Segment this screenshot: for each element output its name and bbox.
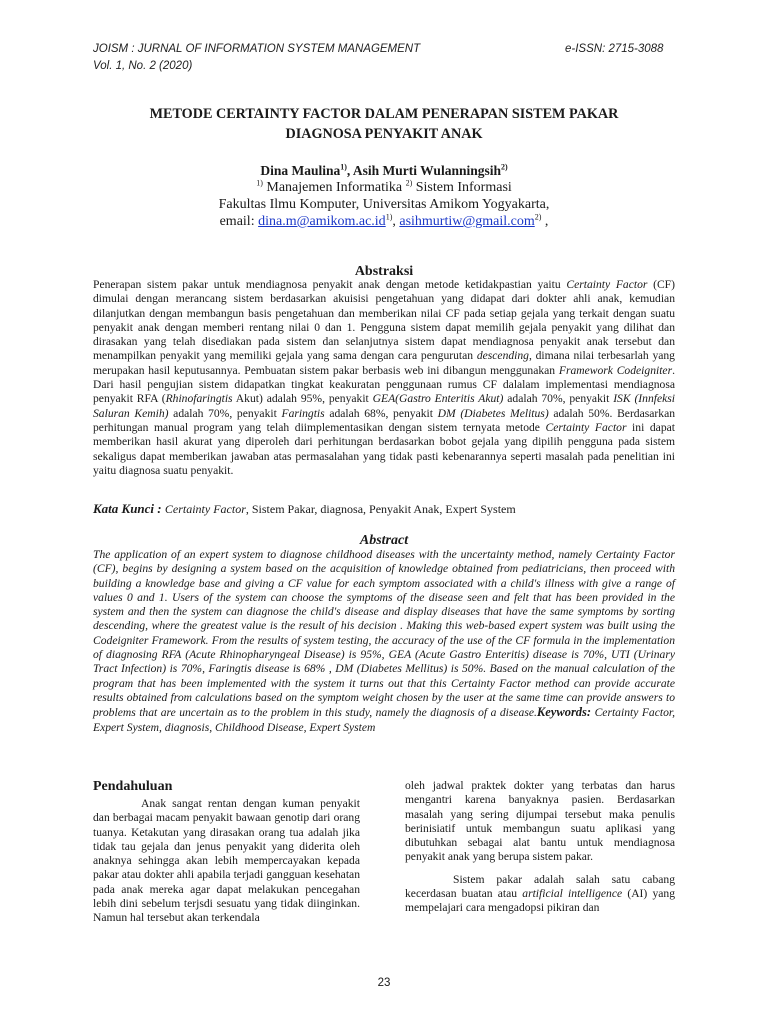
email-sup-1: 1)	[385, 212, 393, 222]
right-paragraph-2	[405, 873, 675, 916]
title-line-1: METODE CERTAINTY FACTOR DALAM PENERAPAN SISTEM PAKAR	[149, 106, 619, 122]
kata-kunci-label: Kata Kunci :	[93, 501, 165, 516]
kata-kunci	[93, 501, 516, 517]
kata-kunci-rest: , Sistem Pakar, diagnosa, Penyakit Anak, Expert System	[245, 502, 516, 516]
journal-name: JOISM : JURNAL OF INFORMATION SYSTEM MANAGEMENT	[93, 43, 421, 55]
abstraksi-body	[93, 278, 675, 478]
abstraksi-italic: Framework Codeigniter	[558, 363, 673, 377]
pendahuluan-right-column	[405, 779, 675, 916]
affiliation-line	[60, 180, 708, 196]
email-link-2[interactable]: asihmurtiw@gmail.com	[399, 214, 535, 229]
abstraksi-text: Penerapan sistem pakar untuk mendiagnosa penyakit anak dengan metode ketidakpastian yaitu	[93, 278, 567, 291]
abstract-text: The application of an expert system to diagnose childhood diseases with the uncertainty method, namely Certainty Factor (CF), begins by designing a system based on the acquisition of knowledge obtained from pediatricians, then proceed with building a knowledge base and giving a CF value for each symptom associated with a child's illness with give a range of values 0 and 1. Users of the system can choose the symptoms of the disease seen and felt that has been provided in the system and then the system can diagnose the child's disease and display diseases that have the same symptoms by sorting descending, where the greatest value is the result of his decision . Making this web-based expert system was built using the Codeigniter Framework. From the results of system testing, the accuracy of the use of the CF formula in the implementation of diagnosing RFA (Acute Rhinopharyngeal Disease) is 95%, GEA (Acute Gastro Enteritis) disease is 70%, UTI (Urinary Tract Infection) is 70%, Faringtis disease is 68% , DM (Diabetes Mellitus) is 50%. Based on the manual calculation of the program that has been implemented with the system it turns out that this Certainty Factor method can provide accurate results obtained from calculations based on the symptom weight chosen by the user at the same time can provide answers to problems that are uncertain as to the problem in this study, namely the diagnosis of a disease.	[93, 548, 675, 720]
abstraksi-italic: GEA(Gastro Enteritis Akut)	[372, 392, 504, 406]
abstraksi-italic: Faringtis	[281, 406, 325, 420]
author-1-sup: 1)	[340, 162, 347, 172]
email-link-1[interactable]: dina.m@amikom.ac.id	[258, 214, 386, 229]
author-1: Dina Maulina	[260, 163, 341, 178]
title-line-2: DIAGNOSA PENYAKIT ANAK	[285, 126, 483, 142]
email-label: email:	[219, 214, 259, 229]
abstraksi-text: ini dapat memberikan hasil akurat yang diperoleh dari perhitungan berdasarkan bobot gejala yang dipilih pengguna pada sistem sekaligus dapat memberikan jawaban atas permasalahan yang tidak pasti kebenarannya seperti masalah pada penelitian ini yaitu diagnosa suatu penyakit.	[93, 420, 675, 477]
kata-kunci-italic: Certainty Factor	[164, 502, 246, 516]
abstraksi-italic: DM (Diabetes Melitus)	[437, 406, 549, 420]
authors-line	[60, 163, 708, 179]
pendahuluan-heading: Pendahuluan	[93, 779, 173, 794]
faculty-line: Fakultas Ilmu Komputer, Universitas Amikom Yogyakarta,	[218, 197, 550, 212]
abstraksi-italic: Certainty Factor	[566, 278, 648, 291]
affiliation-2: Sistem Informasi	[412, 180, 512, 195]
abstraksi-text: (CF) dimulai dengan merancang sistem berdasarkan akuisisi pengetahuan yang didapat dari dokter ahli anak, kemudian dilanjutkan dengan membangun basis pengetahuan dan memberikan nilai CF pada setiap gejala yang terkait dengan suatu penyakit anak dengan memberi rentang nilai 0 dan 1. Pengguna sistem dapat memilih gejala penyakit yang dilihat dan dirasakan yang telah disediakan pada sistem dan selanjutnya sistem dapat mendiagnosa penyakit anak tersebut dan menampilkan penyakit yang memiliki gejala yang sama dengan cara pengurutan	[93, 278, 675, 363]
abstraksi-text: adalah 70%, penyakit	[168, 406, 282, 420]
right-paragraph-1: oleh jadwal praktek dokter yang terbatas dan harus mengantri karena banyaknya pasien. Berdasarkan masalah yang sering dijumpai tersebut maka penulis berinisiatif untuk membangun suatu aplikasi yang dibutuhkan sebagai alat bantu untuk mendiagnosa penyakit anak yang berupa sistem pakar.	[405, 779, 675, 864]
volume: Vol. 1, No. 2 (2020)	[93, 60, 193, 72]
abstraksi-text: adalah 70%, penyakit	[503, 392, 614, 406]
right-italic: artificial intelligence	[522, 887, 623, 901]
email-line	[60, 214, 708, 230]
author-2-sup: 2)	[500, 162, 508, 172]
abstraksi-text: , dimana nilai terbesarlah yang merupakan hasil keputusannya. Pembuatan sistem pakar berbasis web ini dibangun menggunakan	[93, 349, 675, 377]
keywords-label: Keywords:	[536, 705, 592, 720]
paper-title	[60, 104, 708, 144]
issn: e-ISSN: 2715-3088	[565, 43, 664, 55]
author-sep: ,	[346, 163, 353, 178]
abstract-body	[93, 548, 675, 735]
affiliation-1: Manajemen Informatika	[262, 180, 406, 195]
abstract-heading: Abstract	[359, 533, 409, 548]
page-number: 23	[377, 977, 391, 989]
abstraksi-heading: Abstraksi	[354, 264, 414, 279]
abstraksi-italic: ISK (Innfeksi Saluran Kemih)	[93, 392, 676, 420]
email-sep: ,	[392, 214, 400, 229]
abstraksi-text: . Dari hasil pengujian sistem didapatkan tingkat keakuratan penggunaan rumus CF dalalam implementasi mendiagnosa penyakit RFA (	[93, 363, 675, 406]
right-text: Sistem pakar adalah salah satu cabang kecerdasan buatan atau	[405, 872, 675, 901]
abstraksi-italic: descending	[476, 349, 529, 363]
abstraksi-text: Akut) adalah 95%, penyakit	[232, 392, 373, 406]
email-end: ,	[541, 214, 549, 229]
email-sup-2: 2)	[534, 212, 542, 222]
abstraksi-italic: Certainty Factor	[545, 420, 627, 434]
abstraksi-text: adalah 68%, penyakit	[324, 406, 438, 420]
keywords-text: Certainty Factor, Expert System, diagnosis, Childhood Disease, Expert System	[93, 706, 675, 734]
pendahuluan-left-column: Anak sangat rentan dengan kuman penyakit dan berbagai macam penyakit bawaan genotip dari orang tuanya. Ketakutan yang dirasakan orang tua adalah jika tidak tau gejala dan jenus penyakit yang diderita oleh anaknya sehingga akan lebih mempercayakan kepada pakar atau dokter ahli apabila terjadi gangguan kesehatan pada anak mereka agar dapat melakukan pencegahan lebih dini sebelum terjsdi sesuatu yang tidak diinginkan. Namun hal tersebut akan terkendala	[93, 797, 360, 925]
author-2: Asih Murti Wulanningsih	[352, 163, 501, 178]
aff-sup-2: 2)	[405, 178, 413, 188]
abstraksi-italic: Rhinofaringtis	[165, 392, 233, 406]
abstraksi-text: adalah 50%. Berdasarkan perhitungan manual program yang telah diimplementasikan dengan sistem ternyata metode	[93, 406, 676, 434]
right-text: (AI) yang mempelajari cara mengadopsi pikiran dan	[405, 887, 676, 915]
aff-sup-1: 1)	[256, 178, 263, 188]
